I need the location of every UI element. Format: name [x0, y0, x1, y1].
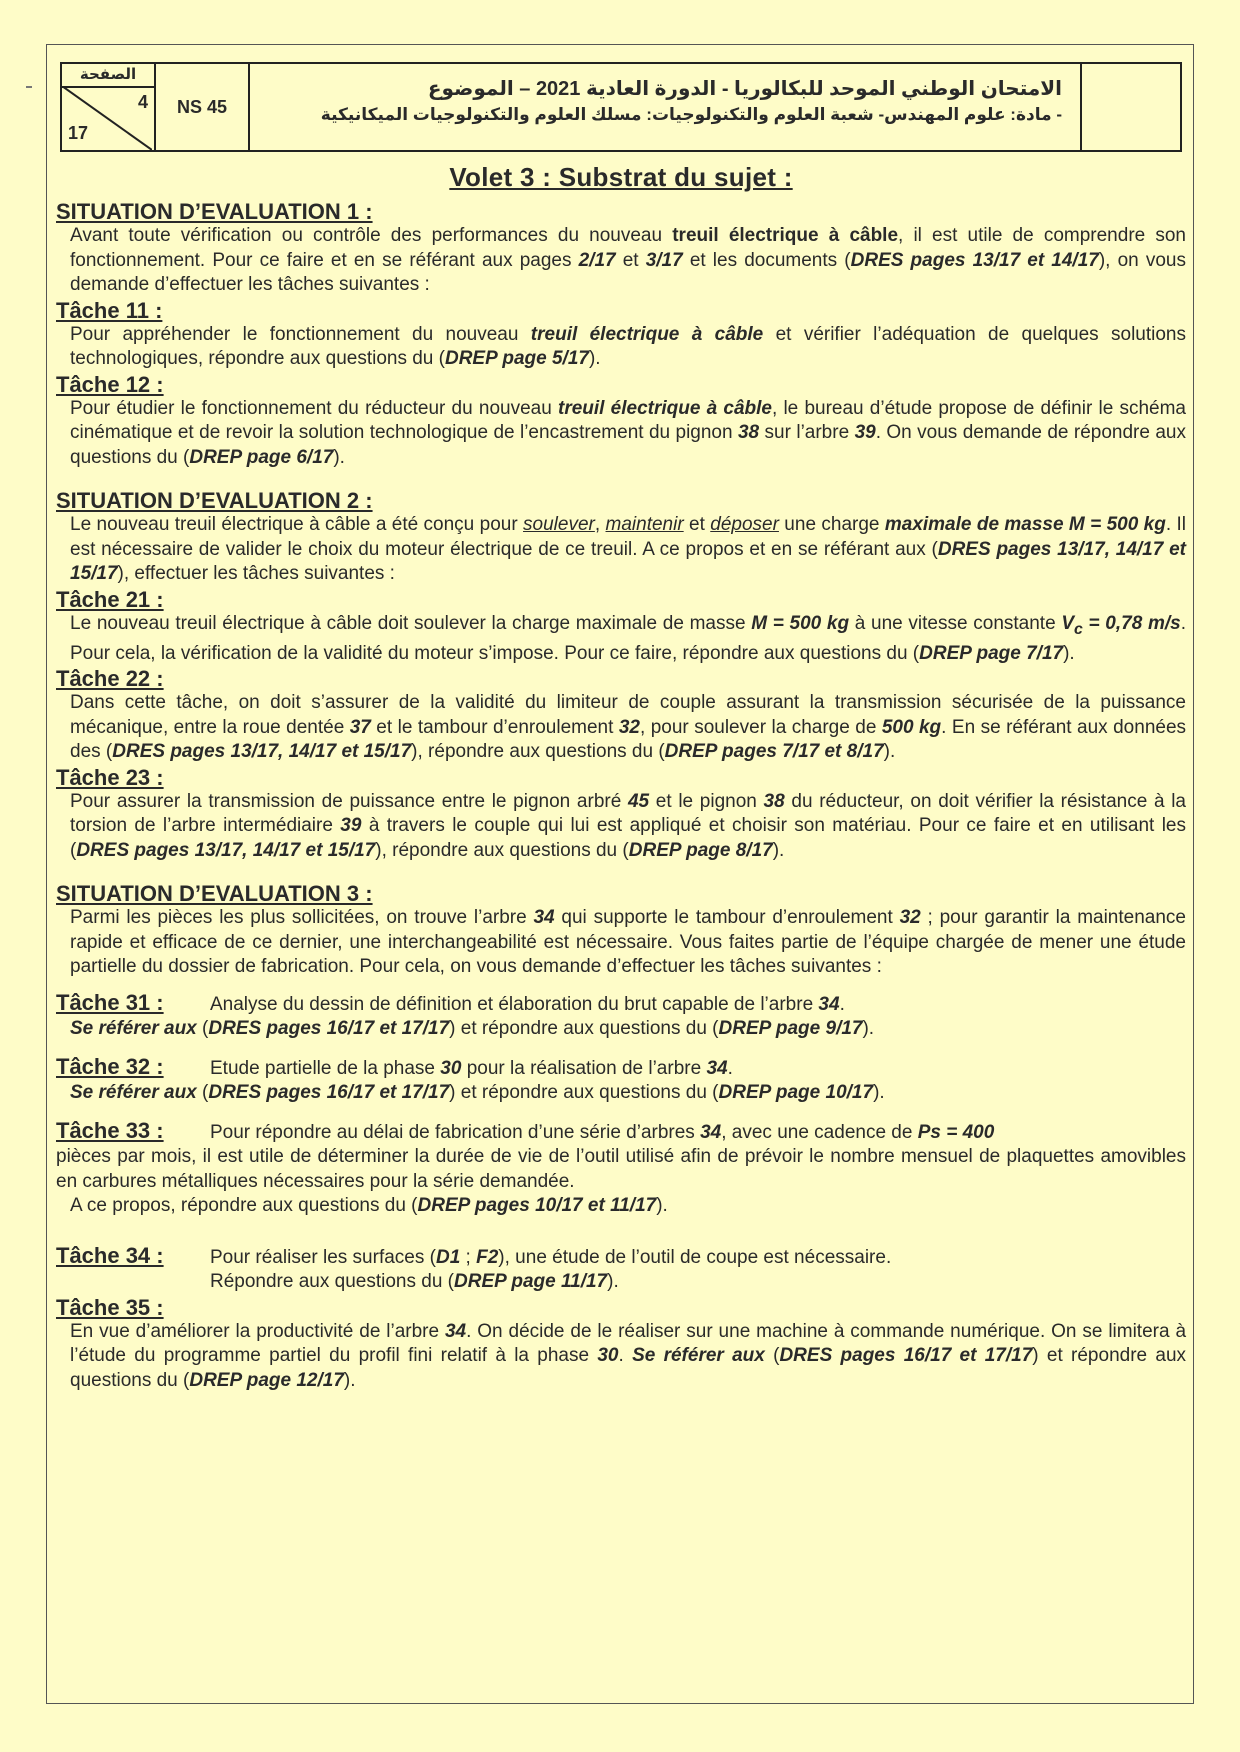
task-35-text: En vue d’améliorer la productivité de l’arbre 34. On décide de le réaliser sur une machine à commande numérique. On se limitera à l’étude du programme partiel du profil fini relatif à la phase 30. Se référer aux (DRES pages 16/17 et 17/17) et répondre aux questions du (DREP page 12/17). — [70, 1320, 1187, 1391]
task-34-reference: Répondre aux questions du (DREP page 11/17). — [210, 1271, 619, 1293]
situation-1-intro: Avant toute vérification ou contrôle des performances du nouveau treuil électrique à câble, il est utile de comprendre son fonctionnement. Pour ce faire et en se référant aux pages 2/17 et 3/17 et les documents (DRES pages 13/17 et 14/17), on vous demande d’effectuer les tâches suivantes : — [70, 225, 1186, 295]
situation-2-intro: Le nouveau treuil électrique à câble a été conçu pour soulever, maintenir et déposer une charge maximale de masse M = 500 kg. Il est nécessaire de valider le choix du moteur électrique de ce treuil. A ce propos et en se référant aux (DRES pages 13/17, 14/17 et 15/17), effectuer les tâches suivantes : — [70, 514, 1186, 584]
title-line-1: الامتحان الوطني الموحد للبكالوريا - الدورة العادية 2021 – الموضوع — [427, 78, 1062, 100]
page-label: الصفحة — [62, 64, 154, 88]
page-total: 17 — [68, 123, 89, 143]
header-blank-cell — [1082, 64, 1180, 150]
task-33-title: Tâche 33 : — [56, 1117, 164, 1143]
task-32-row — [56, 1054, 1186, 1082]
task-31-text: Analyse du dessin de définition et élaboration du brut capable de l’arbre 34. — [210, 993, 845, 1015]
task-21-title: Tâche 21 : — [56, 586, 164, 612]
page-counter — [62, 64, 156, 150]
task-22-title: Tâche 22 : — [56, 666, 164, 692]
margin-mark — [26, 86, 32, 88]
task-34-title: Tâche 34 : — [56, 1242, 164, 1268]
task-32-title: Tâche 32 : — [56, 1053, 164, 1079]
task-21-text: Le nouveau treuil électrique à câble doit soulever la charge maximale de masse M = 500 kg à une vitesse constante $V_c = 0,78$ m/s. Pour cela, la vérification de la validité du moteur s’impose. Pour ce faire, répondre aux questions du (DREP page 7/17). — [70, 612, 1186, 664]
title-line-2: - مادة: علوم المهندس- شعبة العلوم والتكنولوجيات: مسلك العلوم والتكنولوجيات الميكانيكية — [320, 105, 1062, 124]
page-title: Volet 3 : Substrat du sujet : — [449, 162, 793, 192]
exam-title — [250, 64, 1082, 150]
situation-1-title: SITUATION D’EVALUATION 1 : — [56, 199, 373, 224]
task-33-row — [56, 1118, 1186, 1146]
task-11-text: Pour appréhender le fonctionnement du nouveau treuil électrique à câble et vérifier l’adéquation de quelques solutions technologiques, répondre aux questions du (DREP page 5/17). — [70, 323, 1186, 369]
task-23-title: Tâche 23 : — [56, 764, 164, 790]
situation-3-title: SITUATION D’EVALUATION 3 : — [56, 881, 373, 907]
task-35-title: Tâche 35 : — [56, 1294, 164, 1320]
exam-code: NS 45 — [156, 64, 250, 150]
task-34-row — [56, 1243, 1186, 1271]
task-31-reference: Se référer aux (DRES pages 16/17 et 17/17) et répondre aux questions du (DREP page 9/17). — [70, 1018, 875, 1040]
task-32-reference: Se référer aux (DRES pages 16/17 et 17/17) et répondre aux questions du (DREP page 10/17). — [70, 1082, 885, 1104]
document-body — [56, 160, 1186, 1393]
task-33-reference: A ce propos, répondre aux questions du (DREP pages 10/17 et 11/17). — [70, 1195, 668, 1217]
task-34-text: Pour réaliser les surfaces (D1 ; F2), une étude de l’outil de coupe est nécessaire. — [210, 1246, 892, 1268]
task-22-text: Dans cette tâche, on doit s’assurer de la validité du limiteur de couple assurant la transmission sécurisée de la puissance mécanique, entre la roue dentée 37 et le tambour d’enroulement 32, pour soulever la charge de 500 kg. En se référant aux données des (DRES pages 13/17, 14/17 et 15/17), répondre aux questions du (DREP pages 7/17 et 8/17). — [70, 692, 1187, 763]
task-33-text-rest: pièces par mois, il est utile de déterminer la durée de vie de l’outil utilisé afin de prévoir le nombre mensuel de plaquettes amovibles en carbures métalliques nécessaires pour la série demandée. — [56, 1146, 1186, 1192]
task-33-text-first: Pour répondre au délai de fabrication d’une série d’arbres 34, avec une cadence de Ps = 400 — [210, 1121, 995, 1143]
task-32-text: Etude partielle de la phase 30 pour la réalisation de l’arbre 34. — [210, 1057, 733, 1079]
situation-3-intro: Parmi les pièces les plus sollicitées, on trouve l’arbre 34 qui supporte le tambour d’enroulement 32 ; pour garantir la maintenance rapide et efficace de ce dernier, une interchangeabilité est nécessaire. Vous faites partie de l’équipe chargée de mener une étude partielle du dossier de fabrication. Pour cela, on vous demande d’effectuer les tâches suivantes : — [70, 907, 1186, 978]
task-11-title: Tâche 11 : — [56, 297, 163, 323]
task-31-row — [56, 990, 1186, 1018]
task-31-title: Tâche 31 : — [56, 989, 164, 1015]
situation-2-title: SITUATION D’EVALUATION 2 : — [56, 488, 373, 513]
page-number: 4 — [137, 92, 148, 112]
task-23-text: Pour assurer la transmission de puissance entre le pignon arbré 45 et le pignon 38 du réducteur, on doit vérifier la résistance à la torsion de l’arbre intermédiaire 39 à travers le couple qui lui est appliqué et choisir son matériau. Pour ce faire et en utilisant les (DRES pages 13/17, 14/17 et 15/17), répondre aux questions du (DREP page 8/17). — [70, 790, 1186, 861]
exam-header — [60, 62, 1182, 152]
task-12-text: Pour étudier le fonctionnement du réducteur du nouveau treuil électrique à câble, le bureau d’étude propose de définir le schéma cinématique et de revoir la solution technologique de l’encastrement du pignon 38 sur l’arbre 39. On vous demande de répondre aux questions du (DREP page 6/17). — [70, 397, 1187, 468]
task-12-title: Tâche 12 : — [56, 371, 164, 397]
